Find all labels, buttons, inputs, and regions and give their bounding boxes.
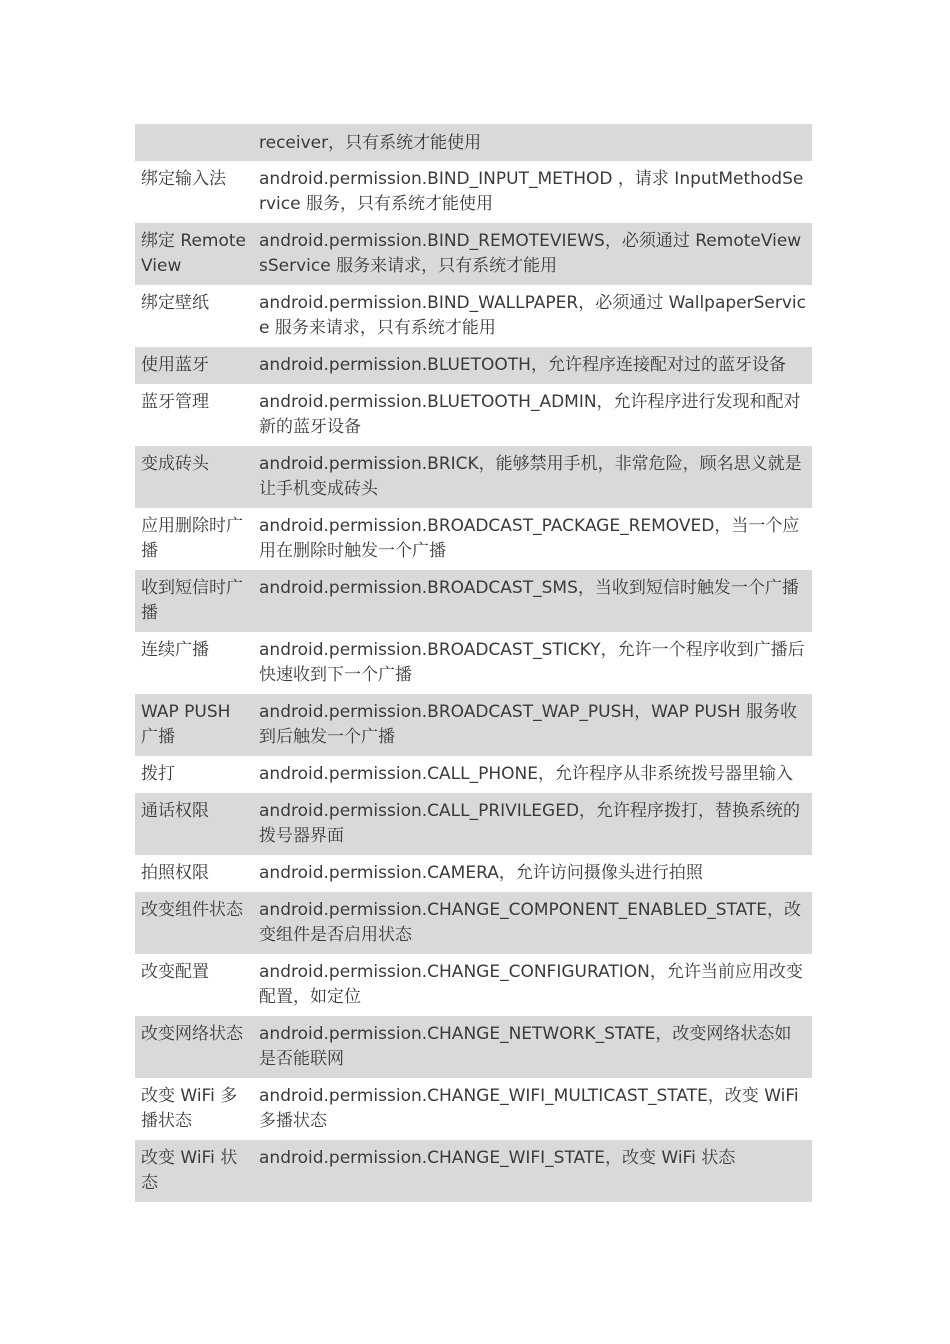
table-row [135, 892, 812, 954]
permission-desc-cell: android.permission.CHANGE_COMPONENT_ENABLED_STATE，改变组件是否启用状态 [253, 892, 812, 954]
permission-desc-cell: android.permission.BIND_INPUT_METHOD ，请求 InputMethodService 服务，只有系统才能使用 [259, 169, 804, 214]
permission-table [135, 124, 812, 1202]
table-row [135, 694, 812, 756]
table-row [135, 446, 812, 508]
permission-desc-cell: android.permission.BLUETOOTH，允许程序连接配对过的蓝牙设备 [253, 347, 812, 384]
permission-desc-cell: android.permission.BROADCAST_WAP_PUSH，WAP PUSH 服务收到后触发一个广播 [253, 694, 812, 756]
permission-name-cell [135, 124, 253, 161]
table-row [135, 1078, 812, 1140]
table-row [135, 632, 812, 694]
table-row [135, 855, 812, 892]
permission-name-cell: 改变 WiFi 多播状态 [141, 1086, 238, 1131]
table-row [135, 124, 812, 161]
permission-table-body [135, 124, 812, 1202]
permission-desc-cell: android.permission.CHANGE_CONFIGURATION，允许当前应用改变配置，如定位 [259, 962, 803, 1007]
permission-desc-cell: android.permission.CHANGE_NETWORK_STATE，改变网络状态如是否能联网 [253, 1016, 812, 1078]
permission-name-cell: 使用蓝牙 [135, 347, 253, 384]
table-row [135, 793, 812, 855]
permission-desc-cell: android.permission.BROADCAST_PACKAGE_REMOVED，当一个应用在删除时触发一个广播 [259, 516, 800, 561]
permission-name-cell: 收到短信时广播 [135, 570, 253, 632]
table-row [135, 347, 812, 384]
permission-name-cell: 拍照权限 [141, 863, 209, 883]
permission-desc-cell: android.permission.BRICK，能够禁用手机，非常危险，顾名思义就是让手机变成砖头 [253, 446, 812, 508]
permission-desc-cell: android.permission.BIND_WALLPAPER，必须通过 WallpaperService 服务来请求，只有系统才能用 [259, 293, 806, 338]
permission-desc-cell: android.permission.BLUETOOTH_ADMIN，允许程序进行发现和配对新的蓝牙设备 [259, 392, 801, 437]
permission-name-cell: 拨打 [141, 764, 175, 784]
permission-desc-cell: android.permission.CHANGE_WIFI_STATE，改变 WiFi 状态 [253, 1140, 812, 1202]
permission-name-cell: 应用删除时广播 [141, 516, 243, 561]
table-row [135, 384, 812, 446]
permission-name-cell: 变成砖头 [135, 446, 253, 508]
permission-desc-cell: receiver，只有系统才能使用 [253, 124, 812, 161]
table-row [135, 161, 812, 223]
document-page [135, 124, 812, 1202]
permission-name-cell: 通话权限 [135, 793, 253, 855]
permission-desc-cell: android.permission.BIND_REMOTEVIEWS，必须通过 RemoteViewsService 服务来请求，只有系统才能用 [253, 223, 812, 285]
permission-desc-cell: android.permission.CALL_PRIVILEGED，允许程序拨打，替换系统的拨号器界面 [253, 793, 812, 855]
table-row [135, 1016, 812, 1078]
permission-name-cell: 改变配置 [141, 962, 209, 982]
permission-name-cell: 绑定 RemoteView [135, 223, 253, 285]
permission-name-cell: 连续广播 [141, 640, 209, 660]
permission-desc-cell: android.permission.CAMERA，允许访问摄像头进行拍照 [259, 863, 703, 883]
permission-desc-cell: android.permission.CALL_PHONE，允许程序从非系统拨号器里输入 [259, 764, 793, 784]
table-row [135, 223, 812, 285]
table-row [135, 1140, 812, 1202]
table-row [135, 570, 812, 632]
permission-name-cell: 改变网络状态 [135, 1016, 253, 1078]
table-row [135, 756, 812, 793]
table-row [135, 285, 812, 347]
permission-name-cell: 绑定壁纸 [141, 293, 209, 313]
permission-name-cell: 绑定输入法 [141, 169, 226, 189]
permission-name-cell: 改变 WiFi 状态 [135, 1140, 253, 1202]
permission-name-cell: 蓝牙管理 [141, 392, 209, 412]
permission-desc-cell: android.permission.BROADCAST_SMS，当收到短信时触发一个广播 [253, 570, 812, 632]
permission-name-cell: WAP PUSH 广播 [135, 694, 253, 756]
permission-desc-cell: android.permission.CHANGE_WIFI_MULTICAST_STATE，改变 WiFi 多播状态 [259, 1086, 799, 1131]
table-row [135, 508, 812, 570]
permission-desc-cell: android.permission.BROADCAST_STICKY，允许一个程序收到广播后快速收到下一个广播 [259, 640, 805, 685]
permission-name-cell: 改变组件状态 [135, 892, 253, 954]
table-row [135, 954, 812, 1016]
